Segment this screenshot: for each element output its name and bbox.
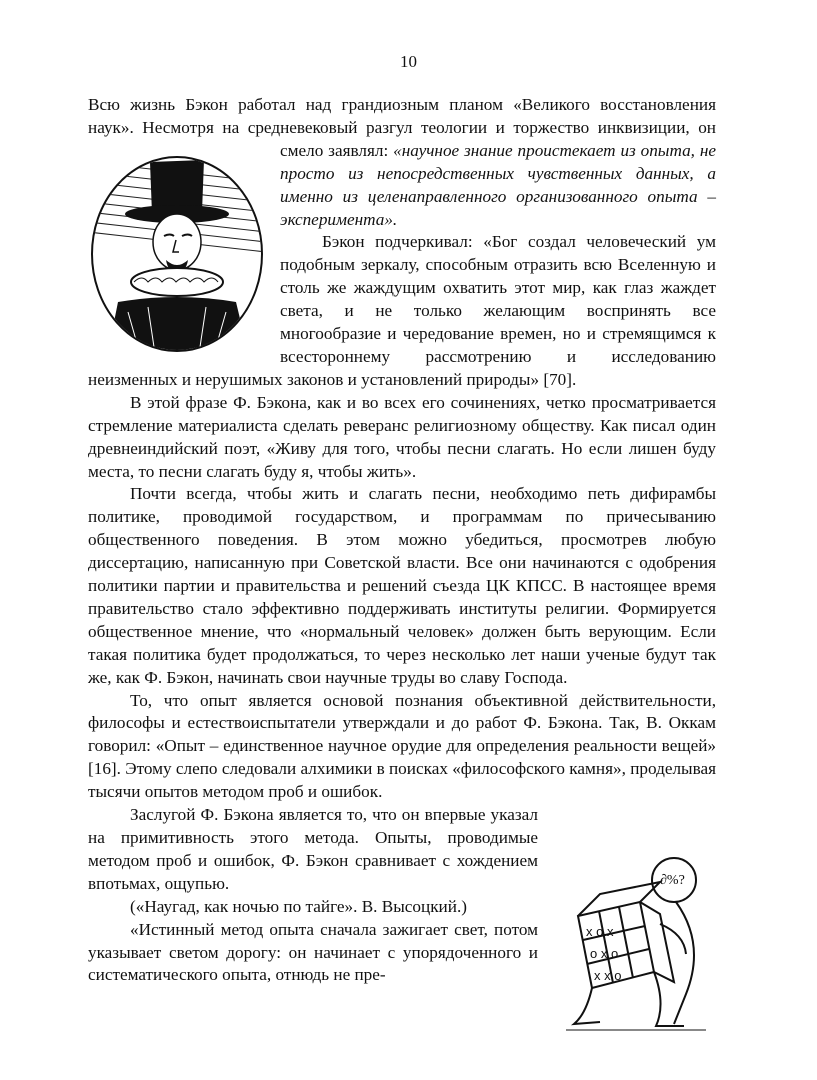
paragraph-1-text: Всю жизнь Бэкон работал над грандиозным планом «Великого восстановления наук». Несмотря на средневековый разгул теологии и торжество инквизиции, он смело заявлял: [88, 95, 716, 160]
engraved-portrait-icon [88, 142, 266, 352]
page-number: 10 [400, 52, 417, 71]
paragraph-4: Почти всегда, чтобы жить и слагать песни, необходимо петь дифирамбы политике, проводимой государством, и программам по причесыванию общественного поведения. В этом можно убедиться, просмотрев любую диссертацию, написанную при Советской власти. Все они начинаются с одобрения политики партии и правительства и решений съезда ЦК КПСС. В настоящее время правительство стало эффективно поддерживать институты религии. Формируется общественное мнение, что «нормальный человек» должен быть верующим. Если такая политика будет продолжаться, то через несколько лет наши ученые будут так же, как Ф. Бэкон, начинать свои научные труды во славу Господа. [88, 484, 716, 687]
svg-text:x x o: x x o [594, 968, 622, 984]
paragraph-8: «Истинный метод опыта сначала зажигает свет, потом указывает светом дорогу: он начинает с упорядоченного и систематического опыта, отнюдь не пре- [88, 919, 538, 985]
paragraph-3: В этой фразе Ф. Бэкона, как и во всех его сочинениях, четко просматривается стремление материалиста сделать реверанс религиозному обществу. Как писал один древнеиндийский поэт, «Живу для того, чтобы песни слагать. Но если лишен буду места, то песни слагать буду я, чтобы жить». [88, 392, 716, 481]
paragraph-5: То, что опыт является основой познания объективной действительности, философы и естествоиспытатели утверждали и до работ Ф. Бэкона. Так, В. Оккам говорил: «Опыт – единственное научное орудие для определения реальности вещей» [16]. Этому слепо следовали алхимики в поисках «философского камня», проделывая тысячи опытов методом проб и ошибок. [88, 690, 717, 802]
paragraph-7: («Наугад, как ночью по тайге». В. Высоцкий.) [130, 896, 467, 916]
cube-puzzle-sketch-icon [556, 854, 716, 1034]
paragraph-2: Бэкон подчеркивал: «Бог создал человеческий ум подобным зеркалу, способным отразить всю Вселенную и столь же жаждущим охватить этот мир, как глаз жаждет света, и не только желающим воспринять все многообразие и чередование времен, но и стремящимся к всестороннему рассмотрению и исследованию неизменных и нерушимых законов и установлений природы» [70]. [88, 232, 716, 389]
bacon-quote: «научное знание проистекает из опыта, не просто из непосредственных чувственных данных, а именно из целенаправленного организованного опыта – эксперимента». [280, 140, 716, 229]
page-body [88, 94, 716, 1034]
paragraph-1 [88, 94, 716, 231]
paragraph-6: Заслугой Ф. Бэкона является то, что он впервые указал на примитивность этого метода. Опыты, проводимые методом проб и ошибок, Ф. Бэкон сравнивает с хождением впотьмах, ощупью. [88, 805, 538, 893]
svg-text:o x o: o x o [590, 946, 619, 962]
svg-text:∂%?: ∂%? [660, 873, 685, 889]
svg-text:x o x: x o x [586, 924, 614, 940]
